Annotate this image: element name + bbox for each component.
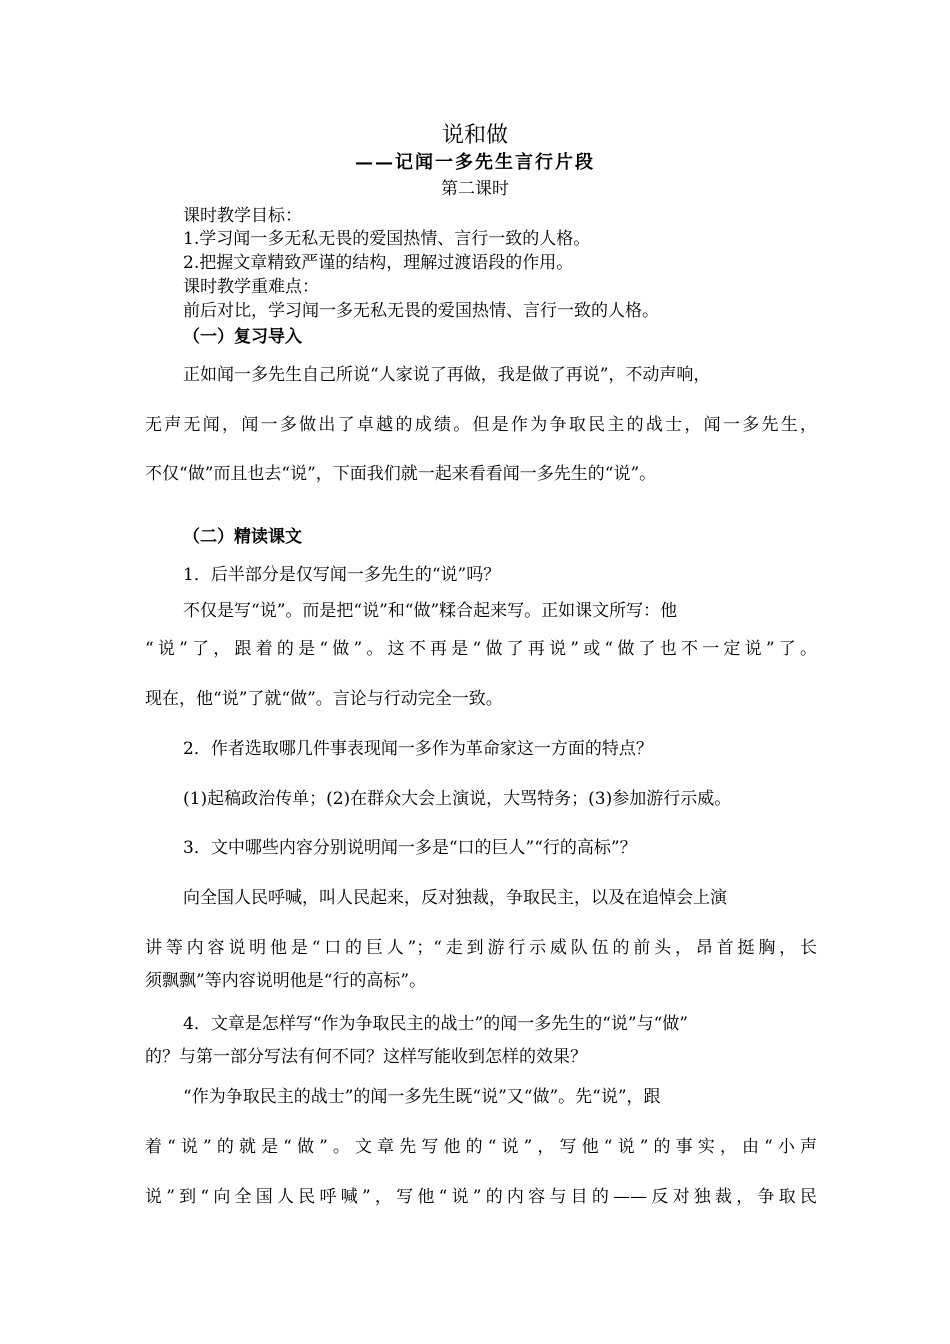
question-4-line: 4．文章是怎样写“作为争取民主的战士”的闻一多先生的“说”与“做” — [183, 1014, 688, 1034]
answer-2: (1)起稿政治传单；(2)在群众大会上演说，大骂特务；(3)参加游行示威。 — [183, 789, 732, 809]
question-4-line: 的？与第一部分写法有何不同？这样写能收到怎样的效果？ — [145, 1047, 587, 1067]
paragraph-line: 不仅“做”而且也去“说”，下面我们就一起来看看闻一多先生的“说”。 — [145, 464, 657, 484]
answer-4-line: 着“说”的就是“做”。文章先写他的“说”，写他“说”的事实，由“小声 — [145, 1137, 817, 1157]
answer-1-line: “说”了，跟着的是“做”。这不再是“做了再说”或“做了也不一定说”了。 — [145, 639, 817, 659]
paragraph-line: 正如闻一多先生自己所说“人家说了再做，我是做了再说”，不动声响， — [183, 365, 711, 385]
key-text: 前后对比，学习闻一多无私无畏的爱国热情、言行一致的人格。 — [183, 301, 659, 321]
goals-heading: 课时教学目标： — [183, 206, 302, 226]
answer-4-line: 说”到“向全国人民呼喊”，写他“说”的内容与目的——反对独裁，争取民 — [145, 1187, 817, 1207]
answer-3-line: 须飘飘”等内容说明他是“行的高标”。 — [145, 971, 427, 991]
answer-3-line: 讲等内容说明他是“口的巨人”；“走到游行示威队伍的前头，昂首挺胸，长 — [145, 938, 817, 958]
section-heading-review: （一）复习导入 — [183, 327, 302, 347]
answer-4-line: “作为争取民主的战士”的闻一多先生既“说”又“做”。先“说”，跟 — [183, 1087, 661, 1107]
goal-item: 2.把握文章精致严谨的结构，理解过渡语段的作用。 — [183, 253, 574, 273]
answer-1-line: 不仅是写“说”。而是把“说”和“做”糅合起来写。正如课文所写：他 — [183, 601, 678, 621]
answer-1-line: 现在，他“说”了就“做”。言论与行动完全一致。 — [145, 689, 503, 709]
paragraph-line: 无声无闻，闻一多做出了卓越的成绩。但是作为争取民主的战士，闻一多先生， — [145, 415, 817, 435]
lesson-label: 第二课时 — [441, 179, 509, 199]
key-heading: 课时教学重难点： — [183, 277, 319, 297]
goal-item: 1.学习闻一多无私无畏的爱国热情、言行一致的人格。 — [183, 229, 591, 249]
question-3: 3．文中哪些内容分别说明闻一多是“口的巨人”“行的高标”？ — [183, 838, 637, 858]
answer-3-line: 向全国人民呼喊，叫人民起来，反对独裁，争取民主，以及在追悼会上演 — [183, 888, 727, 908]
document-title: 说和做 — [441, 123, 508, 148]
document-subtitle: ——记闻一多先生言行片段 — [355, 152, 595, 173]
section-heading-reading: （二）精读课文 — [183, 527, 302, 547]
question-1: 1．后半部分是仅写闻一多先生的“说”吗？ — [183, 565, 501, 585]
question-2: 2．作者选取哪几件事表现闻一多作为革命家这一方面的特点？ — [183, 739, 653, 759]
